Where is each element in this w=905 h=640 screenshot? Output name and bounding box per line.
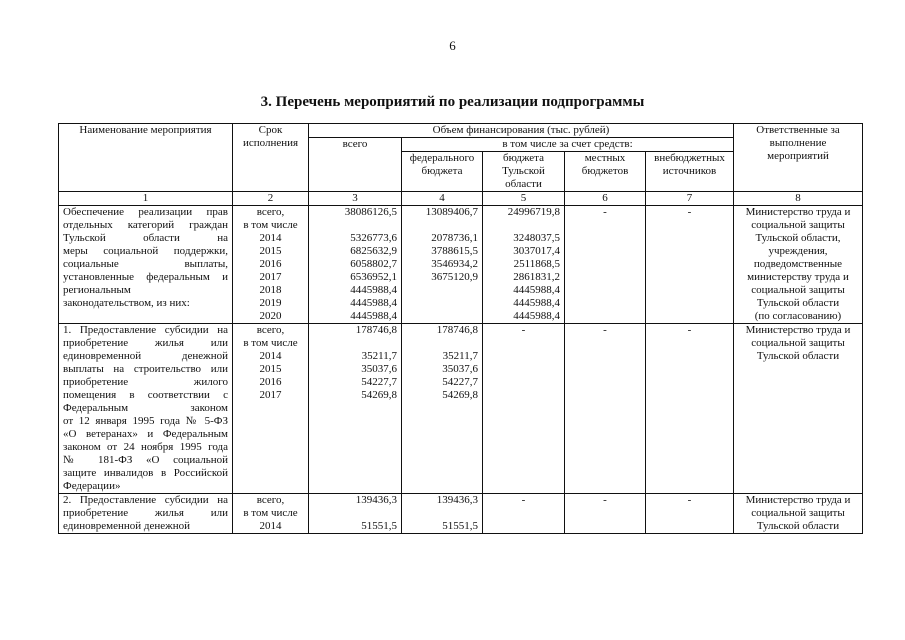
activity-name-line: Тульской области на bbox=[63, 232, 228, 244]
header-federal: федерального бюджета bbox=[402, 152, 483, 192]
regional-amount-line: 24996719,8 bbox=[507, 206, 560, 218]
responsible-line: Министерство труда и bbox=[745, 324, 851, 336]
total-amount-line: 54269,8 bbox=[361, 389, 397, 401]
header-regional: бюджета Тульской области bbox=[483, 152, 565, 192]
activity-name-line: Федеральным законом bbox=[63, 402, 228, 414]
regional-amount-line: 2511868,5 bbox=[513, 258, 560, 270]
activity-name-line: единовременной денежной bbox=[63, 350, 228, 362]
activity-name-line: установленные федеральным и bbox=[63, 271, 228, 283]
column-number: 1 bbox=[59, 192, 233, 206]
header-total: всего bbox=[309, 138, 402, 192]
federal-amount-line bbox=[406, 219, 478, 232]
activity-name-line: 1. Предоставление субсидии на bbox=[63, 324, 228, 336]
term-line: в том числе bbox=[243, 337, 298, 349]
total-amount-line: 6825632,9 bbox=[350, 245, 397, 257]
federal-amount-line: 35211,7 bbox=[442, 350, 478, 362]
extra-amount: - bbox=[646, 494, 734, 534]
activity-name-line: отдельных категорий граждан bbox=[63, 219, 228, 231]
page-number: 6 bbox=[449, 38, 456, 53]
responsible-line: социальной защиты bbox=[751, 337, 845, 349]
header-activity-name: Наименование мероприятия bbox=[59, 124, 233, 192]
column-number: 2 bbox=[233, 192, 309, 206]
regional-amount-line: 3248037,5 bbox=[513, 232, 560, 244]
header-including: в том числе за счет средств: bbox=[402, 138, 734, 152]
responsible bbox=[734, 206, 863, 324]
activity-name-line: законодательством, из них: bbox=[63, 297, 190, 309]
responsible-line: Тульской области bbox=[756, 297, 840, 309]
responsible-line: Тульской области, bbox=[755, 232, 841, 244]
header-term: Срок исполнения bbox=[233, 124, 309, 192]
activity-name-line: законом от 24 ноября 1995 года bbox=[63, 441, 228, 453]
activity-name-line: Федерации» bbox=[63, 480, 121, 492]
regional-amount-line: 4445988,4 bbox=[513, 284, 560, 296]
total-amount bbox=[309, 324, 402, 494]
federal-amount-line: 178746,8 bbox=[436, 324, 478, 336]
column-number: 4 bbox=[402, 192, 483, 206]
header-responsible: Ответственные за выполнение мероприятий bbox=[734, 124, 863, 192]
activity-name bbox=[59, 324, 233, 494]
total-amount-line: 35211,7 bbox=[361, 350, 397, 362]
activity-name-line: единовременной денежной bbox=[63, 520, 191, 532]
federal-amount bbox=[402, 324, 483, 494]
activity-name bbox=[59, 206, 233, 324]
activity-name-line: социальные выплаты, bbox=[63, 258, 228, 270]
header-funding: Объем финансирования (тыс. рублей) bbox=[309, 124, 734, 138]
regional-amount-line: 4445988,4 bbox=[513, 310, 560, 322]
term-line: 2017 bbox=[259, 271, 282, 283]
responsible-line: министерству труда и bbox=[747, 271, 849, 283]
federal-amount-line: 3675120,9 bbox=[431, 271, 478, 283]
activity-name-line: выплаты на строительство или bbox=[63, 363, 228, 375]
total-amount-line: 5326773,6 bbox=[350, 232, 397, 244]
total-amount-line: 54227,7 bbox=[361, 376, 397, 388]
regional-amount-line: 2861831,2 bbox=[513, 271, 560, 283]
term-line: 2014 bbox=[259, 520, 282, 532]
local-amount: - bbox=[565, 494, 646, 534]
term-line: 2014 bbox=[259, 350, 282, 362]
column-numbers-row bbox=[59, 192, 863, 206]
term-line: всего, bbox=[256, 324, 285, 336]
total-amount-line: 4445988,4 bbox=[350, 284, 397, 296]
activity-name-line: помещения в соответствии с bbox=[63, 389, 228, 401]
total-amount-line bbox=[313, 337, 397, 350]
federal-amount-line: 13089406,7 bbox=[425, 206, 478, 218]
federal-amount-line bbox=[406, 507, 478, 520]
extra-amount: - bbox=[646, 324, 734, 494]
total-amount bbox=[309, 206, 402, 324]
activity-name bbox=[59, 494, 233, 534]
total-amount-line: 38086126,5 bbox=[344, 206, 397, 218]
regional-amount-line: 4445988,4 bbox=[513, 297, 560, 309]
table-row bbox=[59, 494, 863, 534]
term-line: в том числе bbox=[243, 219, 298, 231]
responsible bbox=[734, 324, 863, 494]
federal-amount-line bbox=[406, 297, 478, 310]
activity-name-line: «О ветеранах» и Федеральным bbox=[63, 428, 228, 440]
responsible-line: социальной защиты bbox=[751, 507, 845, 519]
federal-amount-line bbox=[406, 284, 478, 297]
local-amount: - bbox=[565, 324, 646, 494]
term-line: всего, bbox=[256, 494, 285, 506]
regional-amount: - bbox=[483, 494, 565, 534]
term-line: 2018 bbox=[259, 284, 282, 296]
activity-name-line: защите инвалидов в Российской bbox=[63, 467, 228, 479]
federal-amount-line: 3788615,5 bbox=[431, 245, 478, 257]
responsible-line: подведомственные bbox=[753, 258, 843, 270]
term-line: 2015 bbox=[259, 245, 282, 257]
column-number: 7 bbox=[646, 192, 734, 206]
total-amount-line: 35037,6 bbox=[361, 363, 397, 375]
header-extra: внебюджетных источников bbox=[646, 152, 734, 192]
header-local: местных бюджетов bbox=[565, 152, 646, 192]
activity-name-line: региональным bbox=[63, 284, 131, 296]
total-amount-line: 4445988,4 bbox=[350, 310, 397, 322]
responsible-line: Тульской области bbox=[756, 520, 840, 532]
federal-amount-line: 35037,6 bbox=[442, 363, 478, 375]
local-amount: - bbox=[565, 206, 646, 324]
term-line: 2016 bbox=[259, 258, 282, 270]
term-line: 2014 bbox=[259, 232, 282, 244]
regional-amount-line: 3037017,4 bbox=[513, 245, 560, 257]
term-line: 2017 bbox=[259, 389, 282, 401]
term-line: 2015 bbox=[259, 363, 282, 375]
federal-amount-line bbox=[406, 337, 478, 350]
responsible-line: социальной защиты bbox=[751, 219, 845, 231]
column-number: 6 bbox=[565, 192, 646, 206]
header-row-1 bbox=[59, 124, 863, 138]
responsible bbox=[734, 494, 863, 534]
table-row bbox=[59, 206, 863, 324]
regional-amount bbox=[483, 206, 565, 324]
total-amount-line: 178746,8 bbox=[355, 324, 397, 336]
responsible-line: Тульской области bbox=[756, 350, 840, 362]
activity-name-line: № 181-ФЗ «О социальной bbox=[63, 454, 228, 466]
federal-amount-line: 2078736,1 bbox=[431, 232, 478, 244]
activity-name-line: приобретение жилья или bbox=[63, 337, 228, 349]
activity-name-line: от 12 января 1995 года № 5-ФЗ bbox=[63, 415, 228, 427]
total-amount-line: 51551,5 bbox=[361, 520, 397, 532]
responsible-line: учреждения, bbox=[768, 245, 828, 257]
total-amount-line: 139436,3 bbox=[355, 494, 397, 506]
responsible-line: Министерство труда и bbox=[745, 494, 851, 506]
responsible-line: социальной защиты bbox=[751, 284, 845, 296]
activity-name-line: приобретение жилого bbox=[63, 376, 228, 388]
total-amount-line bbox=[313, 219, 397, 232]
responsible-line: Министерство труда и bbox=[745, 206, 851, 218]
term-line: в том числе bbox=[243, 507, 298, 519]
term bbox=[233, 206, 309, 324]
regional-amount: - bbox=[483, 324, 565, 494]
term bbox=[233, 494, 309, 534]
federal-amount bbox=[402, 494, 483, 534]
total-amount-line: 4445988,4 bbox=[350, 297, 397, 309]
federal-amount-line: 3546934,2 bbox=[431, 258, 478, 270]
table-row bbox=[59, 324, 863, 494]
column-number: 3 bbox=[309, 192, 402, 206]
regional-amount-line bbox=[487, 219, 560, 232]
activity-name-line: меры социальной поддержки, bbox=[63, 245, 228, 257]
total-amount-line: 6536952,1 bbox=[350, 271, 397, 283]
federal-amount bbox=[402, 206, 483, 324]
federal-amount-line: 54269,8 bbox=[442, 389, 478, 401]
term-line: 2020 bbox=[259, 310, 282, 322]
responsible-line: (по согласованию) bbox=[754, 310, 842, 322]
federal-amount-line: 54227,7 bbox=[442, 376, 478, 388]
total-amount bbox=[309, 494, 402, 534]
federal-amount-line bbox=[406, 310, 478, 323]
total-amount-line bbox=[313, 507, 397, 520]
term-line: всего, bbox=[256, 206, 285, 218]
term bbox=[233, 324, 309, 494]
federal-amount-line: 139436,3 bbox=[436, 494, 478, 506]
federal-amount-line: 51551,5 bbox=[442, 520, 478, 532]
section-title: 3. Перечень мероприятий по реализации подпрограммы bbox=[260, 94, 645, 110]
activity-name-line: 2. Предоставление субсидии на bbox=[63, 494, 228, 506]
term-line: 2016 bbox=[259, 376, 282, 388]
total-amount-line: 6058802,7 bbox=[350, 258, 397, 270]
activity-name-line: Обеспечение реализации прав bbox=[63, 206, 228, 218]
activity-name-line: приобретение жилья или bbox=[63, 507, 228, 519]
term-line: 2019 bbox=[259, 297, 282, 309]
column-number: 5 bbox=[483, 192, 565, 206]
extra-amount: - bbox=[646, 206, 734, 324]
column-number: 8 bbox=[734, 192, 863, 206]
activities-table bbox=[58, 123, 863, 534]
